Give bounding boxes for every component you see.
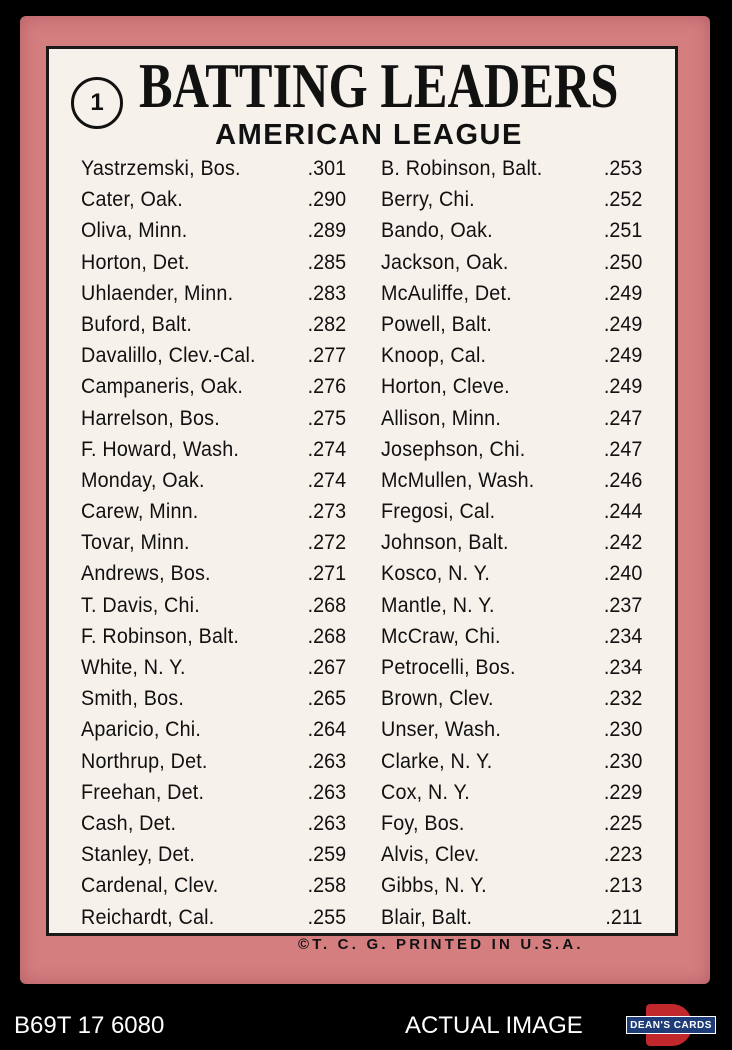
batting-average: .242 [603,531,643,555]
batting-average: .263 [307,749,347,773]
player-name: Bando, Oak. [381,219,493,243]
leader-row [381,808,642,839]
player-name: Buford, Balt. [81,312,193,336]
batting-average: .211 [605,905,643,929]
leader-row [381,215,642,246]
player-name: Cardenal, Clev. [81,874,219,898]
leader-row [381,839,642,870]
player-name: McCraw, Chi. [381,624,501,648]
deans-cards-logo [626,1004,716,1046]
batting-average: .249 [603,375,643,399]
leader-row [381,558,642,589]
card-title: BATTING LEADERS [139,51,619,121]
leader-row [81,558,346,589]
card-subtitle: AMERICAN LEAGUE [215,119,523,151]
player-name: Josephson, Chi. [381,437,526,461]
player-name: F. Howard, Wash. [81,437,240,461]
player-name: Fregosi, Cal. [381,500,496,524]
batting-average: .249 [603,312,643,336]
player-name: Foy, Bos. [381,811,465,835]
leader-row [381,496,642,527]
batting-average: .251 [603,219,643,243]
leader-row [81,153,346,184]
batting-average: .277 [307,344,347,368]
player-name: Kosco, N. Y. [381,562,491,586]
batting-average: .230 [603,749,643,773]
batting-average: .255 [307,905,347,929]
leader-row [381,777,642,808]
actual-image-label: ACTUAL IMAGE [405,1012,583,1039]
stats-panel [46,46,678,936]
copyright-line: ©T. C. G. PRINTED IN U.S.A. [298,936,584,953]
player-name: Aparicio, Chi. [81,718,202,742]
player-name: Jackson, Oak. [381,250,509,274]
leader-row [81,247,346,278]
leader-row [81,465,346,496]
player-name: McMullen, Wash. [381,468,535,492]
leader-row [81,496,346,527]
batting-average: .225 [603,811,643,835]
leader-row [381,247,642,278]
batting-average: .244 [603,500,643,524]
player-name: Andrews, Bos. [81,562,211,586]
leader-row [81,652,346,683]
leader-row [381,621,642,652]
leader-row [381,870,642,901]
leader-row [81,434,346,465]
player-name: B. Robinson, Balt. [381,157,543,180]
player-name: Gibbs, N. Y. [381,874,487,898]
leader-row [381,746,642,777]
player-name: Oliva, Minn. [81,219,188,243]
leader-row [381,527,642,558]
player-name: Harrelson, Bos. [81,406,220,430]
batting-average: .253 [603,157,643,180]
leader-row [381,371,642,402]
player-name: Cater, Oak. [81,188,183,212]
batting-average: .252 [603,188,643,212]
leader-row [381,590,642,621]
batting-average: .247 [603,437,643,461]
leader-row [381,184,642,215]
batting-average: .263 [307,780,347,804]
leader-row [381,403,642,434]
batting-average: .265 [307,687,347,711]
batting-average: .232 [603,687,643,711]
batting-average: .301 [307,157,347,180]
batting-average: .229 [603,780,643,804]
player-name: Petrocelli, Bos. [381,656,516,679]
batting-average: .234 [603,656,643,679]
player-name: Mantle, N. Y. [381,593,495,617]
leader-row [381,714,642,745]
leader-row [81,902,346,933]
player-name: Cox, N. Y. [381,780,470,804]
player-name: Brown, Clev. [381,687,494,711]
player-name: Berry, Chi. [381,188,475,212]
batting-average: .249 [603,281,643,305]
card-number-badge: 1 [71,77,123,129]
player-name: Smith, Bos. [81,687,185,711]
player-name: Monday, Oak. [81,468,205,492]
left-leader-column [81,153,363,933]
player-name: Stanley, Det. [81,843,196,867]
batting-average: .268 [307,624,347,648]
leader-row [81,621,346,652]
leader-row [381,902,642,933]
leader-row [81,309,346,340]
player-name: T. Davis, Chi. [81,593,200,617]
player-name: Blair, Balt. [381,905,473,929]
leader-row [81,184,346,215]
leader-row [81,527,346,558]
leader-row [381,340,642,371]
batting-average: .272 [307,531,347,555]
player-name: Cash, Det. [81,811,177,835]
player-name: Campaneris, Oak. [81,375,244,399]
batting-average: .234 [603,624,643,648]
player-name: Powell, Balt. [381,312,493,336]
batting-average: .213 [603,874,643,898]
batting-average: .263 [307,811,347,835]
player-name: Alvis, Clev. [381,843,480,867]
leader-row [81,683,346,714]
player-name: Johnson, Balt. [381,531,509,555]
player-name: Northrup, Det. [81,749,208,773]
leader-row [81,371,346,402]
player-name: Allison, Minn. [381,406,502,430]
batting-average: .274 [307,437,347,461]
batting-average: .247 [603,406,643,430]
leader-row [81,340,346,371]
batting-average: .290 [307,188,347,212]
leader-row [381,153,642,184]
leader-row [81,403,346,434]
leader-row [381,652,642,683]
batting-average: .249 [603,344,643,368]
batting-average: .274 [307,468,347,492]
leader-row [81,870,346,901]
player-name: Clarke, N. Y. [381,749,493,773]
leader-row [81,777,346,808]
batting-average: .282 [307,312,347,336]
player-name: Carew, Minn. [81,500,199,524]
leader-row [81,808,346,839]
player-name: F. Robinson, Balt. [81,624,240,648]
leader-row [81,278,346,309]
batting-average: .259 [307,843,347,867]
player-name: Yastrzemski, Bos. [81,157,241,180]
player-name: Uhlaender, Minn. [81,281,234,305]
batting-average: .285 [307,250,347,274]
player-name: McAuliffe, Det. [381,281,512,305]
batting-average: .237 [603,593,643,617]
player-name: Tovar, Minn. [81,531,190,555]
cert-number: B69T 17 6080 [14,1012,165,1039]
batting-average: .273 [307,500,347,524]
logo-ribbon: DEAN'S CARDS [626,1016,716,1034]
player-name: Knoop, Cal. [381,344,487,368]
leader-row [81,215,346,246]
batting-average: .230 [603,718,643,742]
player-name: Horton, Det. [81,250,190,274]
player-name: Davalillo, Clev.-Cal. [81,344,256,368]
batting-average: .268 [307,593,347,617]
leader-row [381,434,642,465]
batting-average: .246 [603,468,643,492]
leader-row [81,714,346,745]
leader-row [81,590,346,621]
batting-average: .276 [307,375,347,399]
batting-average: .258 [307,874,347,898]
leader-row [81,839,346,870]
player-name: Unser, Wash. [381,718,502,742]
player-name: White, N. Y. [81,656,186,679]
batting-average: .250 [603,250,643,274]
right-leader-column [381,153,659,933]
leader-row [81,746,346,777]
leader-row [381,683,642,714]
player-name: Freehan, Det. [81,780,205,804]
batting-average: .223 [603,843,643,867]
batting-average: .264 [307,718,347,742]
player-name: Reichardt, Cal. [81,905,215,929]
card-back [20,16,710,984]
leader-row [381,465,642,496]
batting-average: .267 [307,656,347,679]
batting-average: .271 [307,562,347,586]
leader-row [381,278,642,309]
batting-average: .275 [307,406,347,430]
leader-row [381,309,642,340]
batting-average: .283 [307,281,347,305]
batting-average: .289 [307,219,347,243]
batting-average: .240 [603,562,643,586]
player-name: Horton, Cleve. [381,375,510,399]
